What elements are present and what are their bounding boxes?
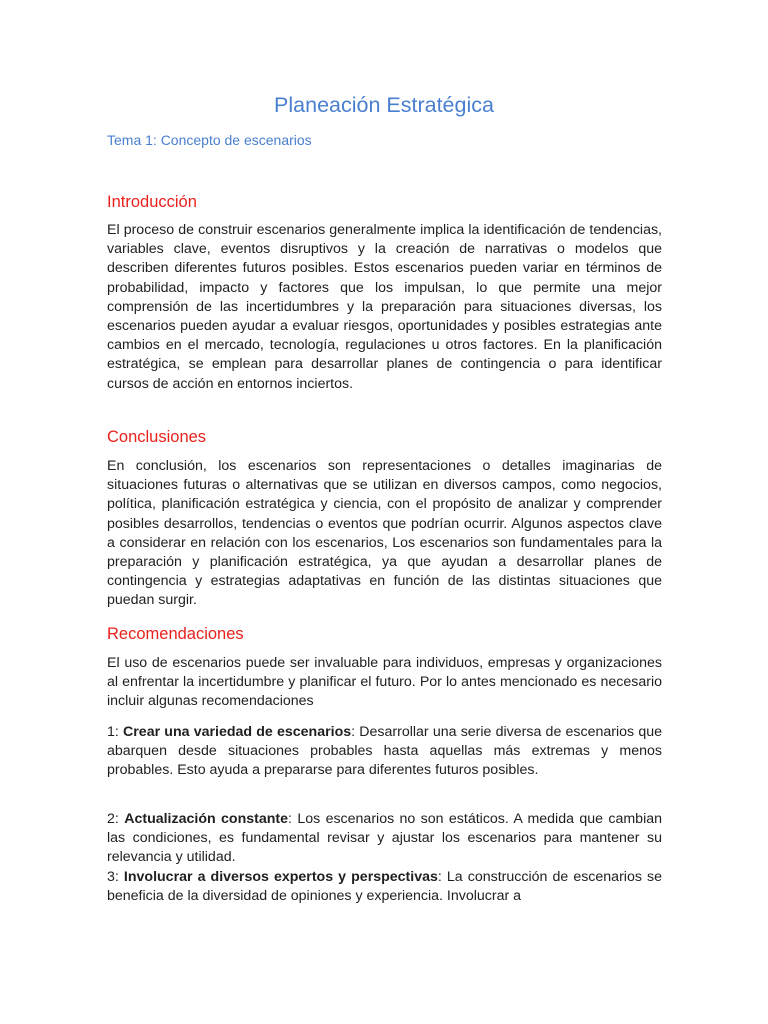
recommendation-term: Involucrar a diversos expertos y perspectivas <box>123 869 438 885</box>
recommendation-term: Crear una variedad de escenarios <box>123 724 352 740</box>
paragraph-recomendaciones-intro: El uso de escenarios puede ser invaluable para individuos, empresas y organizaciones al enfrentar la incertidumbre y planificar el futuro. Por lo antes mencionado es necesario incluir algunas recomendaciones <box>107 655 662 710</box>
paragraph-introduccion: El proceso de construir escenarios generalmente implica la identificación de tendencias, variables clave, eventos disruptivos y la creación de narrativas o modelos que describen diferentes futuros posibles. Estos escenarios pueden variar en términos de probabilidad, impacto y factores que los impulsan, lo que permite una mejor comprensión de las incertidumbres y la preparación para situaciones diversas, los escenarios pueden ayudar a evaluar riesgos, oportunidades y posibles estrategias ante cambios en el mercado, tecnología, regulaciones u otros factores. En la planificación estratégica, se emplean para desarrollar planes de contingencia o para identificar cursos de acción en entornos inciertos. <box>107 222 662 392</box>
heading-conclusiones: Conclusiones <box>107 428 207 446</box>
recommendation-number: 2: <box>107 811 125 827</box>
document-title: Planeación Estratégica <box>274 93 494 117</box>
recommendation-number: 3: <box>107 869 124 885</box>
recommendation-item-2 <box>107 810 662 868</box>
recommendation-term: Actualización constante <box>124 811 289 827</box>
heading-recomendaciones: Recomendaciones <box>107 625 244 643</box>
recommendation-text: : Desarrollar una serie diversa de escenarios que abarquen desde situaciones probables hasta aquellas más extremas y menos probables. Esto ayuda a prepararse para diferentes futuros posibles. <box>107 724 662 779</box>
heading-introduccion: Introducción <box>107 193 197 211</box>
recommendation-text: : La construcción de escenarios se beneficia de la diversidad de opiniones y experiencia. Involucrar a <box>107 869 662 905</box>
recommendation-item-3 <box>107 868 662 906</box>
recommendation-number: 1: <box>107 724 124 740</box>
recommendation-item-1 <box>107 723 662 781</box>
paragraph-conclusiones: En conclusión, los escenarios son representaciones o detalles imaginarias de situaciones futuras o alternativas que se utilizan en diversos campos, como negocios, política, planificación estratégica y ciencia, con el propósito de analizar y comprender posibles desarrollos, tendencias o eventos que podrían ocurrir. Algunos aspectos clave a considerar en relación con los escenarios, Los escenarios son fundamentales para la preparación y planificación estratégica, ya que ayudan a desarrollar planes de contingencia y estrategias adaptativas en función de las distintas situaciones que puedan surgir. <box>107 458 662 609</box>
document-subtitle: Tema 1: Concepto de escenarios <box>107 132 312 148</box>
recommendation-text: : Los escenarios no son estáticos. A medida que cambian las condiciones, es fundamental revisar y ajustar los escenarios para mantener su relevancia y utilidad. <box>107 811 663 866</box>
